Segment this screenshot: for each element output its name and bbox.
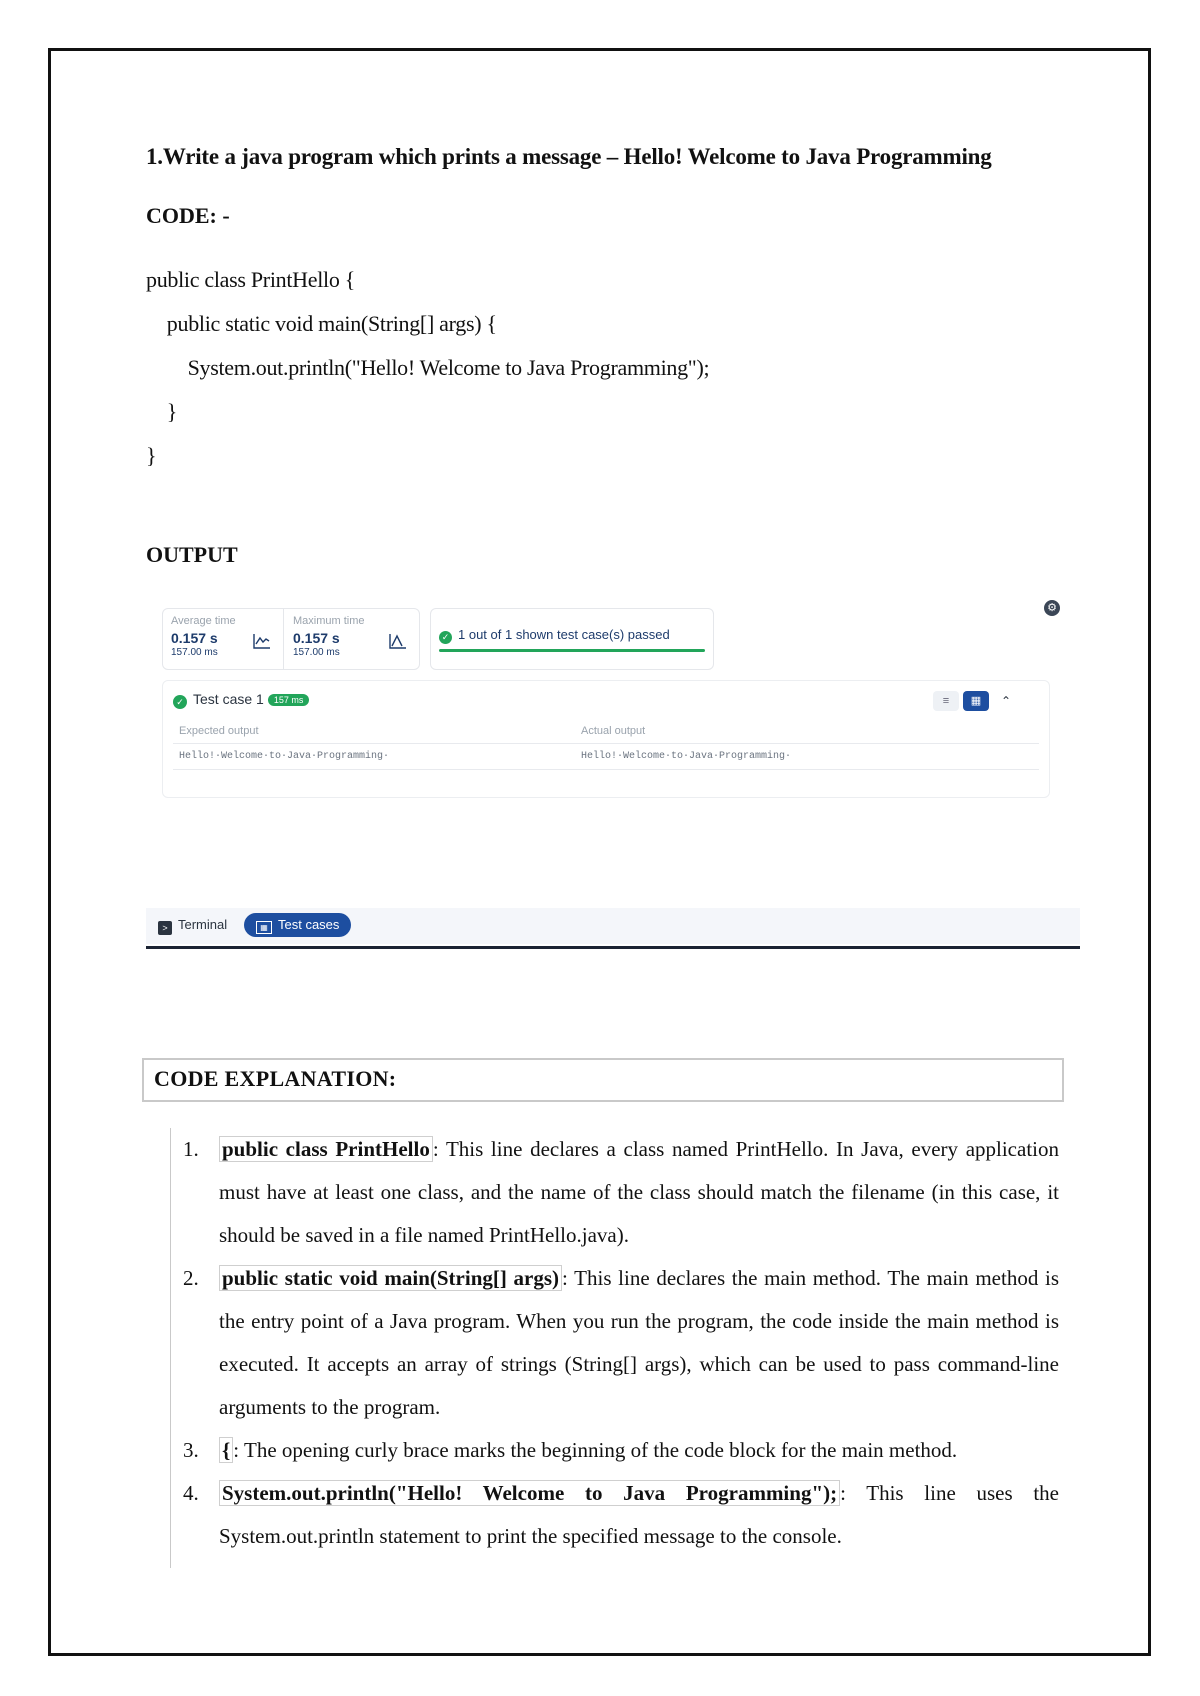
average-time-ms: 157.00 ms — [171, 647, 218, 658]
explanation-title: CODE EXPLANATION: — [154, 1066, 397, 1091]
maximum-time-value: 0.157 s — [293, 630, 340, 646]
item-lead: { — [219, 1437, 233, 1463]
test-case-card — [162, 680, 1050, 798]
expected-output-value: Hello!·Welcome·to·Java·Programming· — [179, 751, 390, 762]
item-number: 3. — [183, 1438, 199, 1462]
maximum-time-ms: 157.00 ms — [293, 647, 340, 658]
code-line: } — [146, 399, 178, 424]
item-body: : This line declares the main method. The main method is the entry point of a Java program. When you run the program, the code inside the main method is executed. It accepts an array of strings (String[] args), which can be used to pass command-line arguments to the program. — [219, 1266, 1060, 1419]
item-number: 1. — [183, 1137, 199, 1161]
timing-stats — [162, 608, 420, 670]
actual-output-label: Actual output — [581, 725, 646, 737]
item-text — [219, 1429, 1059, 1472]
code-line: public class PrintHello { — [146, 267, 355, 292]
check-circle-icon: ✓ — [439, 631, 452, 644]
bottom-tab-bar — [146, 908, 1080, 944]
list-view-button[interactable]: ≡ — [933, 691, 959, 711]
actual-output-value: Hello!·Welcome·to·Java·Programming· — [581, 751, 792, 762]
question-title: 1.Write a java program which prints a message – Hello! Welcome to Java Programming — [146, 144, 992, 169]
check-circle-icon: ✓ — [173, 695, 187, 709]
code-line: public static void main(String[] args) { — [146, 311, 497, 336]
item-body: : This line uses the System.out.println statement to print the specified message to the console. — [219, 1481, 1059, 1548]
test-output-panel — [146, 596, 1080, 949]
item-number: 2. — [183, 1266, 199, 1290]
test-case-header[interactable] — [173, 691, 309, 709]
code-block — [146, 258, 709, 478]
code-line: System.out.println("Hello! Welcome to Java Programming"); — [146, 355, 710, 380]
divider — [173, 743, 1039, 744]
item-text — [219, 1472, 1059, 1558]
explanation-list — [170, 1128, 1063, 1568]
output-label: OUTPUT — [146, 542, 238, 567]
pass-summary-label: 1 out of 1 shown test case(s) passed — [458, 627, 670, 642]
item-text — [219, 1128, 1059, 1257]
item-lead: public class PrintHello — [219, 1136, 433, 1162]
average-chart-icon — [253, 633, 271, 649]
pass-summary — [430, 608, 714, 670]
average-time-label: Average time — [171, 615, 236, 627]
chevron-up-icon[interactable]: ⌃ — [1000, 694, 1012, 708]
tab-terminal-label: Terminal — [178, 917, 228, 932]
pass-progress-bar — [439, 649, 705, 652]
tab-test-cases-label: Test cases — [278, 917, 340, 932]
pass-summary-text — [439, 627, 670, 644]
expected-output-label: Expected output — [179, 725, 259, 737]
code-label: CODE: - — [146, 203, 230, 228]
test-case-title: Test case 1 — [193, 691, 264, 707]
tab-test-cases[interactable] — [244, 913, 351, 937]
maximum-time-label: Maximum time — [293, 615, 365, 627]
settings-icon[interactable]: ⚙ — [1044, 600, 1060, 616]
table-icon: ▦ — [256, 921, 272, 934]
item-text — [219, 1257, 1059, 1429]
table-view-button[interactable]: ▦ — [963, 691, 989, 711]
code-line: } — [146, 443, 157, 468]
item-lead: System.out.println("Hello! Welcome to Java Programming"); — [219, 1480, 840, 1506]
tab-terminal[interactable] — [158, 917, 227, 935]
explanation-heading-box — [142, 1058, 1064, 1102]
item-body: : This line declares a class named PrintHello. In Java, every application must have at least one class, and the name of the class should match the filename (in this case, it should be saved in a file named PrintHello.java). — [219, 1137, 1059, 1247]
average-time — [171, 615, 291, 658]
item-lead: public static void main(String[] args) — [219, 1265, 562, 1291]
terminal-icon: > — [158, 921, 172, 935]
divider — [173, 769, 1039, 770]
item-body: : The opening curly brace marks the beginning of the code block for the main method. — [233, 1438, 958, 1462]
maximum-chart-icon — [389, 633, 407, 649]
item-number: 4. — [183, 1481, 199, 1505]
average-time-value: 0.157 s — [171, 630, 218, 646]
test-case-time-badge: 157 ms — [268, 694, 310, 706]
